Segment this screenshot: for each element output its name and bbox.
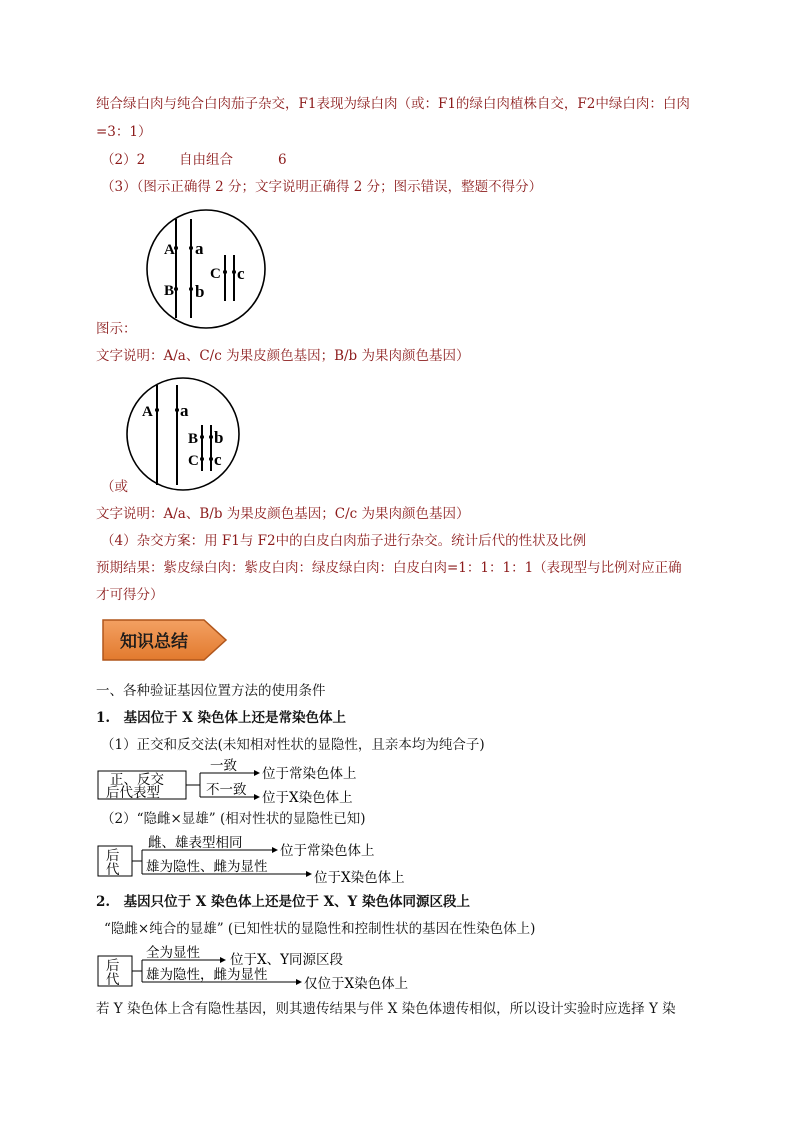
gene-c: c — [214, 450, 222, 469]
gene-a: a — [180, 401, 189, 420]
banner-label: 知识总结 — [120, 632, 188, 652]
flow2-bottom-result: 位于X染色体上 — [314, 870, 405, 886]
predict-line-2: 才可得分） — [96, 587, 164, 603]
gene-b: b — [214, 428, 224, 447]
chromosome-diagram-2 — [122, 375, 246, 493]
q3-instructions: （3）（图示正确得 2 分；文字说明正确得 2 分；图示错误，整题不得分） — [101, 179, 543, 195]
gene-C: C — [210, 266, 221, 282]
gene-a: a — [195, 239, 204, 258]
flow1-box-line2: 后代表型 — [106, 785, 160, 801]
flow-diagram-3 — [96, 942, 436, 994]
flow3-bottom-result: 仅位于X染色体上 — [304, 976, 409, 992]
gene-c: c — [237, 264, 245, 283]
section-2-sub: “隐雌×纯合的显雄” (已知性状的显隐性和控制性状的基因在性染色体上) — [104, 921, 536, 937]
summary-heading: 一、各种验证基因位置方法的使用条件 — [96, 683, 326, 699]
diagram-label: 图示： — [96, 321, 137, 337]
answer-line-1: 纯合绿白肉与纯合白肉茄子杂交，F1表现为绿白肉（或：F1的绿白肉植株自交，F2中绿白肉：白肉 — [96, 96, 690, 112]
flow1-bottom-label: 不一致 — [206, 782, 247, 798]
text-explanation-2: 文字说明：A/a、B/b 为果皮颜色基因；C/c 为果肉颜色基因） — [96, 506, 470, 522]
predict-line-1: 预期结果：紫皮绿白肉：紫皮白肉：绿皮绿白肉：白皮白肉=1：1：1：1（表现型与比例对应正确 — [96, 560, 682, 576]
chromosome-diagram-1 — [140, 205, 272, 331]
gene-B: B — [188, 431, 199, 447]
knowledge-summary-banner — [100, 617, 230, 663]
flow2-top-label: 雌、雄表型相同 — [148, 835, 243, 851]
flow3-box-line1: 后 — [106, 958, 120, 974]
flow-diagram-1 — [96, 758, 406, 808]
text-explanation-1: 文字说明：A/a、C/c 为果皮颜色基因；B/b 为果肉颜色基因） — [96, 348, 470, 364]
flow3-top-result: 位于X、Y同源区段 — [230, 952, 344, 968]
flow2-box-line2: 代 — [106, 862, 120, 878]
gene-B: B — [164, 283, 175, 299]
flow3-top-label: 全为显性 — [146, 945, 200, 961]
gene-A: A — [164, 242, 175, 258]
q2-middle: 自由组合 — [179, 152, 233, 168]
flow1-top-label: 一致 — [210, 758, 237, 774]
answer-line-2: =3：1） — [96, 124, 152, 140]
flow1-box-line1: 正、反交 — [110, 772, 164, 788]
q2-label: （2）2 — [101, 152, 146, 168]
flow1-bottom-result: 位于X染色体上 — [262, 790, 353, 806]
last-paragraph-line: 若 Y 染色体上含有隐性基因，则其遗传结果与伴 X 染色体遗传相似，所以设计实验时应选择 Y 染 — [96, 1001, 676, 1017]
flow1-top-result: 位于常染色体上 — [262, 766, 357, 782]
section-1-sub-2: （2）“隐雌×显雄” (相对性状的显隐性已知) — [101, 811, 366, 827]
q2-number: 6 — [278, 152, 287, 168]
or-label: （或 — [101, 479, 128, 495]
flow-diagram-2 — [96, 832, 436, 888]
section-1-title: 1. 基因位于 X 染色体上还是常染色体上 — [96, 710, 346, 726]
flow2-top-result: 位于常染色体上 — [280, 843, 375, 859]
q4-scheme: （4）杂交方案：用 F1与 F2中的白皮白肉茄子进行杂交。统计后代的性状及比例 — [101, 533, 587, 549]
flow2-bottom-label: 雄为隐性、雌为显性 — [146, 859, 268, 875]
gene-A: A — [142, 404, 153, 420]
gene-b: b — [195, 282, 205, 301]
section-1-sub-1: （1）正交和反交法(未知相对性状的显隐性，且亲本均为纯合子) — [101, 737, 485, 753]
flow3-box-line2: 代 — [106, 972, 120, 988]
flow2-box-line1: 后 — [106, 848, 120, 864]
gene-C: C — [188, 453, 199, 469]
flow3-bottom-label: 雄为隐性，雌为显性 — [146, 967, 268, 983]
section-2-title: 2. 基因只位于 X 染色体上还是位于 X、Y 染色体同源区段上 — [96, 894, 470, 910]
